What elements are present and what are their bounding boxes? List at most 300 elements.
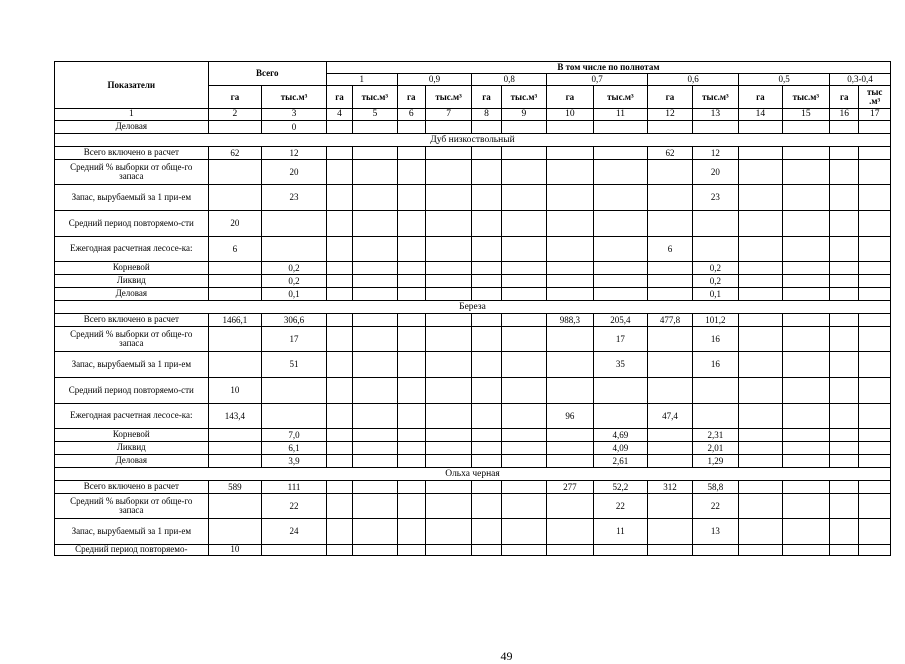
table-cell <box>739 481 782 494</box>
table-cell: 2,31 <box>692 429 738 442</box>
table-cell: 96 <box>547 404 593 429</box>
table-cell <box>782 545 830 556</box>
table-cell <box>830 237 859 262</box>
unit-volume-header: тыс.м³ <box>782 86 830 109</box>
table-row <box>55 352 891 378</box>
table-cell <box>397 404 425 429</box>
table-cell <box>739 519 782 545</box>
table-cell <box>547 262 593 275</box>
unit-ga-header: га <box>472 86 501 109</box>
table-cell <box>648 160 692 185</box>
table-cell <box>830 314 859 327</box>
table-cell <box>859 275 891 288</box>
indicator-label: Средний период повторяемо-сти <box>55 211 209 237</box>
table-cell <box>739 160 782 185</box>
table-cell <box>425 262 471 275</box>
table-cell <box>425 378 471 404</box>
table-cell <box>397 211 425 237</box>
table-row <box>55 327 891 352</box>
table-row <box>55 442 891 455</box>
table-cell <box>648 442 692 455</box>
header-indicators: Показатели <box>55 62 209 109</box>
table-cell <box>326 121 352 134</box>
table-cell <box>859 327 891 352</box>
table-cell <box>353 327 397 352</box>
table-cell <box>472 545 501 556</box>
table-cell <box>501 352 546 378</box>
section-title: Ольха черная <box>55 468 891 481</box>
unit-ga-header: га <box>739 86 782 109</box>
table-cell <box>208 352 262 378</box>
table-cell <box>859 211 891 237</box>
table-cell <box>859 378 891 404</box>
table-cell <box>353 545 397 556</box>
table-cell <box>397 185 425 211</box>
table-cell <box>547 352 593 378</box>
table-row <box>55 185 891 211</box>
table-cell <box>593 545 648 556</box>
table-cell <box>859 545 891 556</box>
indicator-label: Ежегодная расчетная лесосе-ка: <box>55 237 209 262</box>
table-cell <box>501 275 546 288</box>
table-cell <box>353 147 397 160</box>
indicator-label: Деловая <box>55 121 209 134</box>
unit-volume-header: тыс.м³ <box>593 86 648 109</box>
table-cell <box>547 442 593 455</box>
table-cell <box>353 185 397 211</box>
table-cell <box>782 404 830 429</box>
table-cell <box>692 211 738 237</box>
table-cell <box>425 147 471 160</box>
table-cell <box>830 481 859 494</box>
table-cell <box>859 429 891 442</box>
table-cell <box>830 275 859 288</box>
table-cell <box>782 211 830 237</box>
table-cell <box>782 442 830 455</box>
table-cell: 312 <box>648 481 692 494</box>
column-number: 13 <box>692 109 738 121</box>
table-cell <box>547 378 593 404</box>
table-cell: 20 <box>208 211 262 237</box>
table-cell <box>593 262 648 275</box>
table-cell <box>353 314 397 327</box>
table-cell: 4,09 <box>593 442 648 455</box>
table-cell <box>593 160 648 185</box>
table-cell: 10 <box>208 545 262 556</box>
table-cell <box>830 352 859 378</box>
table-cell <box>739 237 782 262</box>
unit-volume-header: тыс.м³ <box>692 86 738 109</box>
table-cell <box>692 404 738 429</box>
table-row <box>55 160 891 185</box>
table-cell <box>353 275 397 288</box>
table-cell <box>739 429 782 442</box>
table-row <box>55 314 891 327</box>
table-row <box>55 147 891 160</box>
table-row <box>55 262 891 275</box>
table-cell <box>547 519 593 545</box>
table-cell <box>326 519 352 545</box>
table-cell: 10 <box>208 378 262 404</box>
table-cell <box>501 442 546 455</box>
table-cell <box>648 185 692 211</box>
density-header: 1 <box>326 74 397 86</box>
unit-ga-header: га <box>326 86 352 109</box>
table-cell <box>782 237 830 262</box>
table-cell <box>397 442 425 455</box>
table-cell <box>830 378 859 404</box>
column-number: 10 <box>547 109 593 121</box>
table-cell <box>208 519 262 545</box>
table-cell <box>397 275 425 288</box>
table-cell: 16 <box>692 352 738 378</box>
table-cell <box>208 262 262 275</box>
indicator-label: Запас, вырубаемый за 1 при-ем <box>55 519 209 545</box>
table-cell <box>739 352 782 378</box>
table-cell <box>830 147 859 160</box>
table-cell <box>782 519 830 545</box>
table-row <box>55 545 891 556</box>
table-cell <box>501 147 546 160</box>
table-cell: 11 <box>593 519 648 545</box>
unit-volume-header: тыс.м³ <box>262 86 327 109</box>
table-row <box>55 288 891 301</box>
column-number: 3 <box>262 109 327 121</box>
table-cell <box>472 211 501 237</box>
table-cell <box>353 288 397 301</box>
header-density-group: В том числе по полнотам <box>326 62 890 74</box>
table-cell: 205,4 <box>593 314 648 327</box>
table-cell <box>425 314 471 327</box>
table-cell <box>397 519 425 545</box>
table-cell <box>782 429 830 442</box>
table-cell <box>472 121 501 134</box>
table-cell <box>830 211 859 237</box>
table-cell <box>739 262 782 275</box>
indicator-label: Всего включено в расчет <box>55 147 209 160</box>
table-cell <box>397 160 425 185</box>
table-cell <box>547 160 593 185</box>
page-number: 49 <box>500 649 513 663</box>
table-cell: 111 <box>262 481 327 494</box>
density-header: 0,3-0,4 <box>830 74 891 86</box>
table-cell <box>425 481 471 494</box>
table-cell <box>692 378 738 404</box>
column-number: 2 <box>208 109 262 121</box>
table-row <box>55 455 891 468</box>
table-cell <box>782 314 830 327</box>
table-row <box>55 404 891 429</box>
section-row <box>55 134 891 147</box>
table-cell <box>501 519 546 545</box>
unit-ga-header: га <box>397 86 425 109</box>
table-cell: 2,01 <box>692 442 738 455</box>
table-row <box>55 121 891 134</box>
section-row <box>55 468 891 481</box>
table-cell <box>830 494 859 519</box>
table-cell <box>472 404 501 429</box>
table-cell <box>326 352 352 378</box>
table-cell: 22 <box>593 494 648 519</box>
table-cell: 2,61 <box>593 455 648 468</box>
table-row <box>55 237 891 262</box>
table-cell <box>472 275 501 288</box>
table-cell <box>593 404 648 429</box>
table-row <box>55 211 891 237</box>
table-cell <box>648 429 692 442</box>
table-cell <box>859 237 891 262</box>
table-cell <box>326 481 352 494</box>
table-cell <box>739 288 782 301</box>
table-cell <box>326 429 352 442</box>
table-cell: 6 <box>208 237 262 262</box>
table-cell <box>425 519 471 545</box>
table-cell <box>326 160 352 185</box>
table-cell <box>739 185 782 211</box>
table-cell <box>353 378 397 404</box>
table-cell <box>648 327 692 352</box>
column-number: 7 <box>425 109 471 121</box>
table-cell <box>648 519 692 545</box>
density-header: 0,7 <box>547 74 648 86</box>
table-cell <box>353 429 397 442</box>
table-cell <box>830 455 859 468</box>
table-cell: 101,2 <box>692 314 738 327</box>
column-number: 12 <box>648 109 692 121</box>
table-cell: 23 <box>692 185 738 211</box>
table-cell <box>859 442 891 455</box>
column-number: 4 <box>326 109 352 121</box>
table-cell: 988,3 <box>547 314 593 327</box>
indicator-label: Корневой <box>55 429 209 442</box>
table-cell: 17 <box>262 327 327 352</box>
table-cell <box>830 262 859 275</box>
table-cell <box>472 237 501 262</box>
table-cell: 306,6 <box>262 314 327 327</box>
table-cell <box>782 262 830 275</box>
table-cell <box>501 327 546 352</box>
indicator-label: Деловая <box>55 455 209 468</box>
unit-volume-header: тыс.м³ <box>501 86 546 109</box>
table-cell <box>353 442 397 455</box>
table-cell <box>353 352 397 378</box>
table-cell <box>648 275 692 288</box>
table-cell <box>593 185 648 211</box>
table-cell <box>326 327 352 352</box>
table-cell <box>425 404 471 429</box>
table-cell <box>830 121 859 134</box>
table-cell <box>326 185 352 211</box>
table-cell <box>593 211 648 237</box>
table-cell: 6 <box>648 237 692 262</box>
section-title: Дуб низкоствольный <box>55 134 891 147</box>
table-cell <box>326 314 352 327</box>
table-cell <box>648 494 692 519</box>
table-cell <box>547 545 593 556</box>
table-cell <box>472 494 501 519</box>
table-cell <box>326 545 352 556</box>
table-cell <box>425 327 471 352</box>
table-cell <box>425 442 471 455</box>
table-cell <box>859 481 891 494</box>
indicator-label: Корневой <box>55 262 209 275</box>
table-cell: 0,2 <box>262 262 327 275</box>
table-cell <box>782 185 830 211</box>
indicator-label: Всего включено в расчет <box>55 314 209 327</box>
table-cell <box>830 429 859 442</box>
table-cell <box>859 147 891 160</box>
allowable-cut-table <box>54 61 891 556</box>
table-cell <box>472 519 501 545</box>
table-cell <box>859 185 891 211</box>
table-cell: 22 <box>262 494 327 519</box>
table-row <box>55 429 891 442</box>
table-cell <box>830 442 859 455</box>
table-cell <box>208 327 262 352</box>
section-row <box>55 301 891 314</box>
table-cell <box>547 494 593 519</box>
document-page <box>54 61 891 663</box>
table-cell <box>782 275 830 288</box>
table-cell <box>326 455 352 468</box>
table-cell <box>208 185 262 211</box>
table-cell <box>739 378 782 404</box>
column-number: 8 <box>472 109 501 121</box>
table-cell <box>782 494 830 519</box>
table-cell <box>547 275 593 288</box>
unit-volume-header: тыс.м³ <box>425 86 471 109</box>
table-cell <box>425 237 471 262</box>
indicator-label: Всего включено в расчет <box>55 481 209 494</box>
table-cell <box>326 442 352 455</box>
table-cell <box>859 160 891 185</box>
table-cell <box>472 288 501 301</box>
table-cell: 589 <box>208 481 262 494</box>
table-cell: 58,8 <box>692 481 738 494</box>
table-cell: 13 <box>692 519 738 545</box>
table-cell <box>425 275 471 288</box>
table-cell: 0,2 <box>262 275 327 288</box>
table-cell <box>648 211 692 237</box>
table-cell <box>739 275 782 288</box>
table-cell <box>397 352 425 378</box>
table-cell <box>692 545 738 556</box>
section-title: Береза <box>55 301 891 314</box>
column-number: 15 <box>782 109 830 121</box>
table-cell <box>262 237 327 262</box>
table-cell <box>547 121 593 134</box>
table-cell <box>830 404 859 429</box>
table-cell <box>397 481 425 494</box>
unit-ga-header: га <box>208 86 262 109</box>
table-cell <box>739 147 782 160</box>
indicator-label: Ежегодная расчетная лесосе-ка: <box>55 404 209 429</box>
table-cell <box>692 121 738 134</box>
table-cell <box>208 494 262 519</box>
table-cell <box>208 121 262 134</box>
table-cell: 16 <box>692 327 738 352</box>
indicator-label: Запас, вырубаемый за 1 при-ем <box>55 352 209 378</box>
table-cell <box>353 262 397 275</box>
table-cell <box>648 262 692 275</box>
table-cell <box>353 160 397 185</box>
table-cell <box>501 121 546 134</box>
table-cell: 0,1 <box>692 288 738 301</box>
table-cell <box>859 519 891 545</box>
column-number: 9 <box>501 109 546 121</box>
table-cell <box>353 237 397 262</box>
table-cell <box>397 121 425 134</box>
table-cell <box>859 494 891 519</box>
table-cell: 24 <box>262 519 327 545</box>
table-cell: 1466,1 <box>208 314 262 327</box>
table-cell <box>648 378 692 404</box>
table-cell <box>397 429 425 442</box>
table-cell: 20 <box>692 160 738 185</box>
table-cell <box>593 147 648 160</box>
table-cell: 12 <box>262 147 327 160</box>
table-cell: 62 <box>648 147 692 160</box>
table-cell: 1,29 <box>692 455 738 468</box>
table-cell <box>208 275 262 288</box>
table-cell <box>782 147 830 160</box>
table-cell <box>859 262 891 275</box>
table-cell <box>547 429 593 442</box>
table-cell: 62 <box>208 147 262 160</box>
table-cell <box>739 442 782 455</box>
table-cell <box>501 494 546 519</box>
column-number: 11 <box>593 109 648 121</box>
table-cell <box>593 275 648 288</box>
table-row <box>55 378 891 404</box>
table-cell <box>425 288 471 301</box>
table-cell: 4,69 <box>593 429 648 442</box>
table-cell <box>353 481 397 494</box>
table-cell <box>501 262 546 275</box>
table-cell <box>501 481 546 494</box>
unit-volume-header: тыс .м³ <box>859 86 891 109</box>
table-cell: 22 <box>692 494 738 519</box>
table-cell: 0,2 <box>692 275 738 288</box>
table-cell <box>472 481 501 494</box>
table-cell <box>501 160 546 185</box>
indicator-label: Ликвид <box>55 275 209 288</box>
table-cell <box>859 352 891 378</box>
table-cell <box>782 160 830 185</box>
density-header: 0,6 <box>648 74 739 86</box>
table-cell <box>326 147 352 160</box>
table-cell <box>830 185 859 211</box>
table-cell <box>501 455 546 468</box>
table-cell <box>472 352 501 378</box>
table-cell <box>859 314 891 327</box>
table-row <box>55 275 891 288</box>
table-cell <box>262 378 327 404</box>
table-cell: 12 <box>692 147 738 160</box>
table-cell: 51 <box>262 352 327 378</box>
table-cell: 23 <box>262 185 327 211</box>
table-cell: 3,9 <box>262 455 327 468</box>
table-cell <box>472 442 501 455</box>
table-cell <box>326 237 352 262</box>
table-cell <box>397 455 425 468</box>
table-cell <box>739 455 782 468</box>
table-cell <box>326 288 352 301</box>
table-cell <box>547 211 593 237</box>
table-cell <box>501 404 546 429</box>
density-header: 0,8 <box>472 74 547 86</box>
table-cell <box>859 288 891 301</box>
